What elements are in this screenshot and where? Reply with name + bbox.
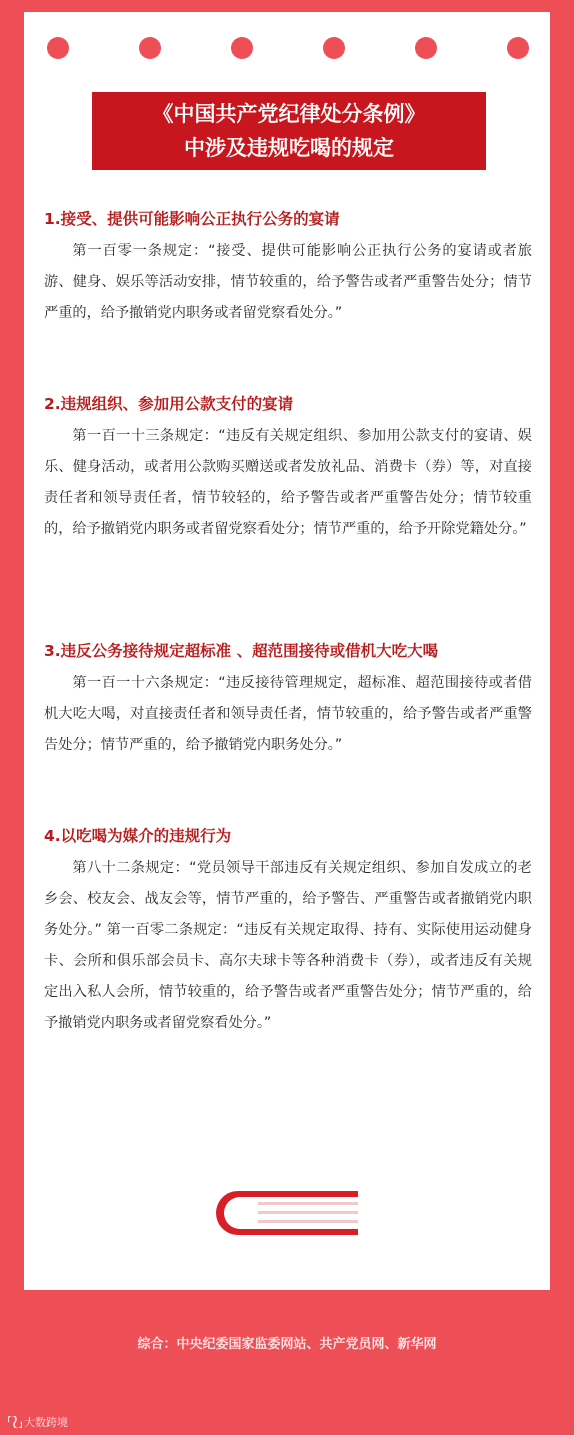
section-1 bbox=[44, 207, 532, 329]
binder-ring-icon bbox=[323, 37, 345, 59]
section-body: 第一百零一条规定：“接受、提供可能影响公正执行公务的宴请或者旅游、健身、娱乐等活动安排，情节较重的，给予警告或者严重警告处分；情节严重的，给予撤销党内职务或者留党察看处分。” bbox=[44, 243, 532, 321]
section-body: 第一百一十三条规定：“违反有关规定组织、参加用公款支付的宴请、娱乐、健身活动，或者用公款购买赠送或者发放礼品、消费卡（券）等，对直接责任者和领导责任者，情节较轻的，给予警告或者严重警告处分；情节较重的，给予撤销党内职务或者留党察看处分；情节严重的，给予开除党籍处分。” bbox=[44, 428, 532, 537]
binder-ring-icon bbox=[47, 37, 69, 59]
binder-ring-icon bbox=[139, 37, 161, 59]
binder-ring-icon bbox=[415, 37, 437, 59]
binder-ring-icon bbox=[507, 37, 529, 59]
section-body: 第八十二条规定：“党员领导干部违反有关规定组织、参加自发成立的老乡会、校友会、战友会等，情节严重的，给予警告、严重警告或者撤销党内职务处分。” 第一百零二条规定：“违反有关规定取得、持有、实际使用运动健身卡、会所和俱乐部会员卡、高尔夫球卡等各种消费卡（券），或者违反有关规定出入私人会所，情节较重的，给予警告或者严重警告处分；情节严重的，给予撤销党内职务或者留党察看处分。” bbox=[44, 860, 532, 1031]
section-heading: 2.违规组织、参加用公款支付的宴请 bbox=[44, 395, 294, 413]
section-heading: 1.接受、提供可能影响公正执行公务的宴请 bbox=[44, 210, 340, 228]
section-2 bbox=[44, 392, 532, 545]
section-heading: 3.违反公务接待规定超标准 、超范围接待或借机大吃大喝 bbox=[44, 642, 439, 660]
binder-ring-icon bbox=[231, 37, 253, 59]
book-icon bbox=[212, 1189, 362, 1237]
title-line-2: 中涉及违规吃喝的规定 bbox=[184, 136, 394, 160]
title-line-1: 《中国共产党纪律处分条例》 bbox=[152, 102, 426, 126]
section-body: 第一百一十六条规定：“违反接待管理规定，超标准、超范围接待或者借机大吃大喝，对直接责任者和领导责任者，情节较重的，给予警告或者严重警告处分；情节严重的，给予撤销党内职务处分。” bbox=[44, 675, 532, 753]
source-credit: 综合：中央纪委国家监委网站、共产党员网、新华网 bbox=[137, 1337, 437, 1352]
section-heading: 4.以吃喝为媒介的违规行为 bbox=[44, 827, 232, 845]
section-3 bbox=[44, 639, 532, 761]
document-card bbox=[24, 12, 550, 1290]
watermark-text: 大数跨境 bbox=[24, 1416, 68, 1429]
watermark-logo-icon bbox=[8, 1416, 22, 1428]
page-title bbox=[92, 92, 486, 170]
watermark bbox=[8, 1414, 68, 1430]
section-4 bbox=[44, 824, 532, 1039]
